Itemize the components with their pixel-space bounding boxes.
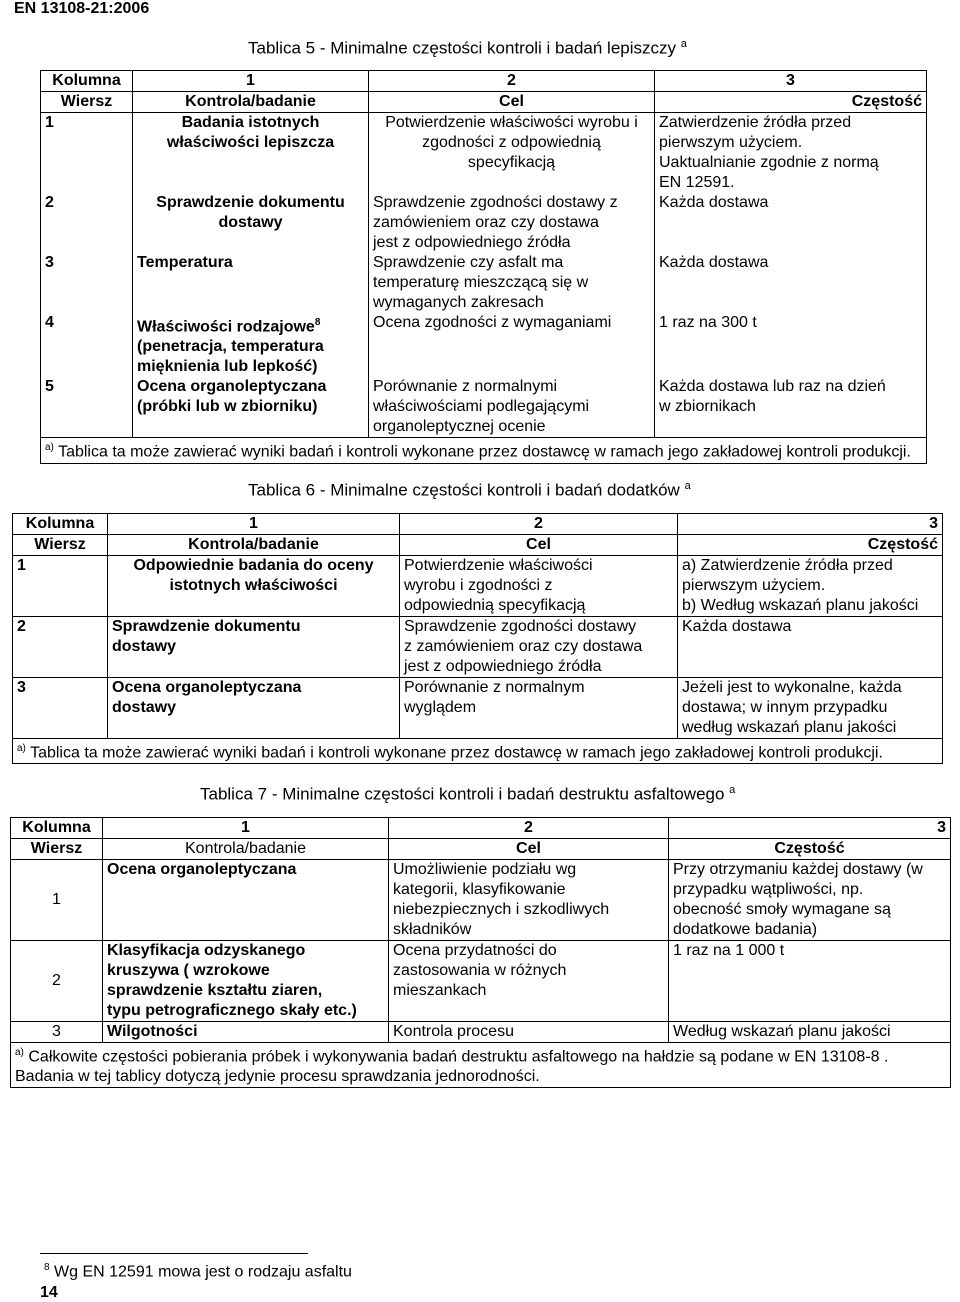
table6-r2-check: Sprawdzenie dokumentu dostawy <box>108 617 400 678</box>
table-row <box>13 617 943 678</box>
table-row <box>13 678 943 739</box>
table7-caption: Tablica 7 - Minimalne częstości kontroli i badań destruktu asfaltowego $^a$ <box>200 784 736 804</box>
table7-r1-check: Ocena organoleptyczana <box>103 860 389 941</box>
table-row <box>13 556 943 617</box>
page-footnote: $^8$ Wg EN 12591 mowa jest o rodzaju asfaltu <box>44 1262 352 1281</box>
table5-r1-goal: Potwierdzenie właściwości wyrobu i zgodności z odpowiednią specyfikacją <box>369 113 655 194</box>
table5-r4-freq: 1 raz na 300 t <box>655 313 927 377</box>
table5-h1-3: 3 <box>655 71 927 92</box>
table7-r2-goal: Ocena przydatności do zastosowania w różnych mieszankach <box>389 941 669 1022</box>
table5-h2-1: Kontrola/badanie <box>133 92 369 113</box>
table7-r2-freq: 1 raz na 1 000 t <box>669 941 951 1022</box>
table6-header-row-1 <box>13 514 943 535</box>
table5-caption: Tablica 5 - Minimalne częstości kontroli i badań lepiszczy $^a$ <box>248 38 687 58</box>
table5-r1-freq: Zatwierdzenie źródła przed pierwszym użyciem. Uaktualnianie zgodnie z normą EN 12591. <box>655 113 927 194</box>
table6-h1-1: 1 <box>108 514 400 535</box>
table5-r2-no: 2 <box>41 193 133 253</box>
table6-r3-freq: Jeżeli jest to wykonalne, każda dostawa; w innym przypadku według wskazań planu jakości <box>678 678 943 739</box>
table6-r2-no: 2 <box>13 617 108 678</box>
table7-r3-check: Wilgotności <box>103 1022 389 1043</box>
table7-h1-2: 2 <box>389 818 669 839</box>
table5-r5-check: Ocena organoleptyczana (próbki lub w zbiorniku) <box>133 377 369 438</box>
table7-r2-check: Klasyfikacja odzyskanego kruszywa ( wzrokowe sprawdzenie kształtu ziaren, typu petrograficznego skały etc.) <box>103 941 389 1022</box>
table-row <box>41 113 927 194</box>
table7-r2-no: 2 <box>11 941 103 1022</box>
table7-footnote: $^{a)}$ Całkowite częstości pobierania próbek i wykonywania badań destruktu asfaltowego na hałdzie są podane w EN 13108-8 . Badania w tej tablicy dotyczą jedynie procesu sprawdzania jednorodności. <box>11 1043 951 1088</box>
table7-header-row-2 <box>11 839 951 860</box>
table5-r2-freq: Każda dostawa <box>655 193 927 253</box>
table5-header-row-1 <box>41 71 927 92</box>
table5-h1-2: 2 <box>369 71 655 92</box>
table7-h2-1: Kontrola/badanie <box>103 839 389 860</box>
table5-r5-no: 5 <box>41 377 133 438</box>
table6-header-row-2 <box>13 535 943 556</box>
table6-h2-3: Częstość <box>678 535 943 556</box>
table6-h1-3: 3 <box>678 514 943 535</box>
table7-h1-1: 1 <box>103 818 389 839</box>
document-header: EN 13108-21:2006 <box>14 0 150 17</box>
table5-r2-check: Sprawdzenie dokumentu dostawy <box>133 193 369 253</box>
footnote-separator <box>40 1253 308 1254</box>
table6-r3-no: 3 <box>13 678 108 739</box>
table-row <box>41 253 927 313</box>
table5-r3-freq: Każda dostawa <box>655 253 927 313</box>
table6-h2-2: Cel <box>400 535 678 556</box>
table7-h2-2: Cel <box>389 839 669 860</box>
table6-r3-check: Ocena organoleptyczana dostawy <box>108 678 400 739</box>
table6-h1-0: Kolumna <box>13 514 108 535</box>
table6-h2-1: Kontrola/badanie <box>108 535 400 556</box>
table5-r1-check: Badania istotnych właściwości lepiszcza <box>133 113 369 194</box>
page-number: 14 <box>40 1284 58 1301</box>
table5-r3-check: Temperatura <box>133 253 369 313</box>
table6-r1-check: Odpowiednie badania do oceny istotnych właściwości <box>108 556 400 617</box>
table-row <box>41 193 927 253</box>
table-row <box>41 313 927 377</box>
table7-h1-0: Kolumna <box>11 818 103 839</box>
table5-r4-check: Właściwości rodzajowe$^8$ (penetracja, temperatura mięknienia lub lepkość) <box>133 313 369 377</box>
table7-header-row-1 <box>11 818 951 839</box>
table5-r3-no: 3 <box>41 253 133 313</box>
table5-header-row-2 <box>41 92 927 113</box>
table7 <box>10 817 951 1088</box>
table5-r2-goal: Sprawdzenie zgodności dostawy z zamówieniem oraz czy dostawa jest z odpowiedniego źródła <box>369 193 655 253</box>
table7-r3-goal: Kontrola procesu <box>389 1022 669 1043</box>
table6-r1-no: 1 <box>13 556 108 617</box>
table6-h1-2: 2 <box>400 514 678 535</box>
table5-footnote: $^{a)}$ Tablica ta może zawierać wyniki badań i kontroli wykonane przez dostawcę w ramach jego zakładowej kontroli produkcji. <box>41 438 927 463</box>
table5-h2-3: Częstość <box>655 92 927 113</box>
table-row <box>41 377 927 438</box>
table6-r2-goal: Sprawdzenie zgodności dostawy z zamówieniem oraz czy dostawa jest z odpowiedniego źródła <box>400 617 678 678</box>
table6-footnote-row <box>13 739 943 764</box>
table7-h1-3: 3 <box>669 818 951 839</box>
table5 <box>40 70 927 464</box>
table5-footnote-row <box>41 438 927 463</box>
table6-r2-freq: Każda dostawa <box>678 617 943 678</box>
table6-r1-goal: Potwierdzenie właściwości wyrobu i zgodności z odpowiednią specyfikacją <box>400 556 678 617</box>
table5-r4-goal: Ocena zgodności z wymaganiami <box>369 313 655 377</box>
table5-r1-no: 1 <box>41 113 133 194</box>
table6 <box>12 513 943 764</box>
table5-r5-goal: Porównanie z normalnymi właściwościami podlegającymi organoleptycznej ocenie <box>369 377 655 438</box>
table6-footnote: $^{a)}$ Tablica ta może zawierać wyniki badań i kontroli wykonane przez dostawcę w ramach jego zakładowej kontroli produkcji. <box>13 739 943 764</box>
table7-footnote-row <box>11 1043 951 1088</box>
table5-r3-goal: Sprawdzenie czy asfalt ma temperaturę mieszczącą się w wymaganych zakresach <box>369 253 655 313</box>
table5-r4-no: 4 <box>41 313 133 377</box>
table7-r3-no: 3 <box>11 1022 103 1043</box>
table5-h1-1: 1 <box>133 71 369 92</box>
table5-r5-freq: Każda dostawa lub raz na dzień w zbiornikach <box>655 377 927 438</box>
table7-r1-goal: Umożliwienie podziału wg kategorii, klasyfikowanie niebezpiecznych i szkodliwych składników <box>389 860 669 941</box>
table7-r1-freq: Przy otrzymaniu każdej dostawy (w przypadku wątpliwości, np. obecność smoły wymagane są dodatkowe badania) <box>669 860 951 941</box>
table6-r3-goal: Porównanie z normalnym wyglądem <box>400 678 678 739</box>
table-row <box>11 860 951 941</box>
table-row <box>11 1022 951 1043</box>
table7-r3-freq: Według wskazań planu jakości <box>669 1022 951 1043</box>
table6-caption: Tablica 6 - Minimalne częstości kontroli i badań dodatków $^a$ <box>248 480 691 500</box>
table5-h2-0: Wiersz <box>41 92 133 113</box>
table5-h1-0: Kolumna <box>41 71 133 92</box>
table7-h2-3: Częstość <box>669 839 951 860</box>
table7-r1-no: 1 <box>11 860 103 941</box>
table-row <box>11 941 951 1022</box>
table6-r1-freq: a) Zatwierdzenie źródła przed pierwszym użyciem. b) Według wskazań planu jakości <box>678 556 943 617</box>
table6-h2-0: Wiersz <box>13 535 108 556</box>
table7-h2-0: Wiersz <box>11 839 103 860</box>
table5-h2-2: Cel <box>369 92 655 113</box>
